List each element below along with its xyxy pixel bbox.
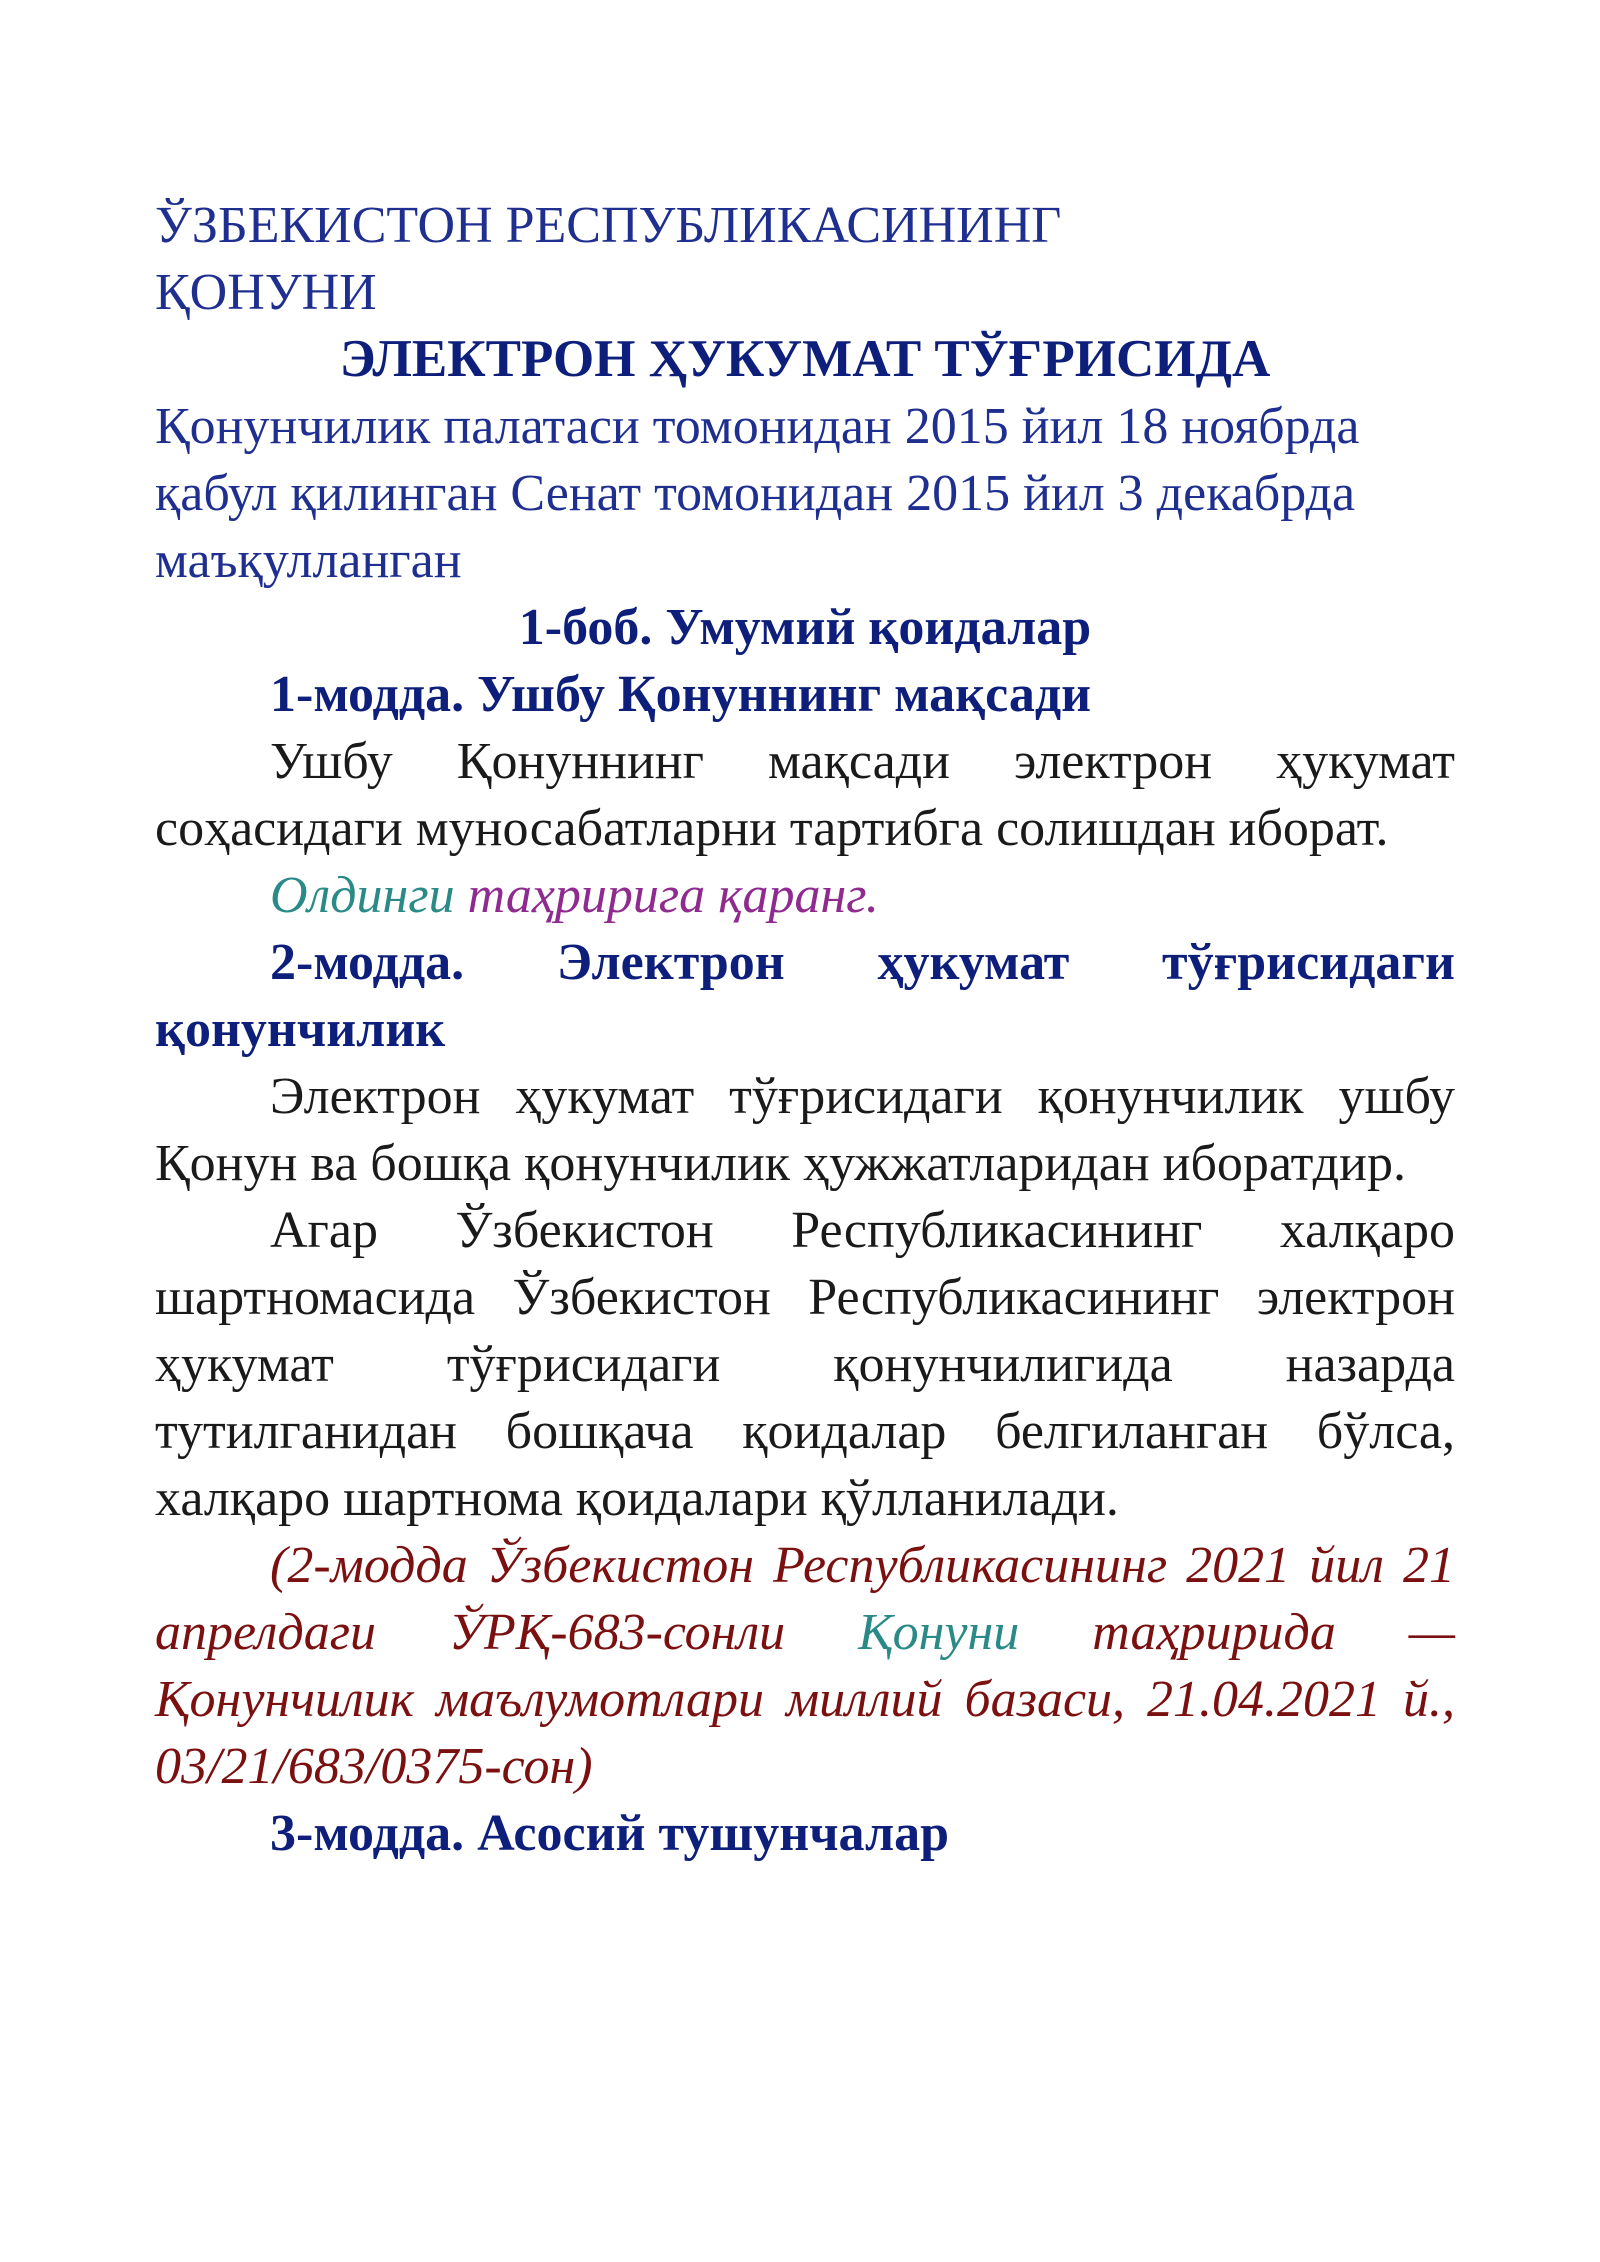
article-2-para-1: Электрон ҳукумат тўғрисидаги қонунчилик ушбу Қонун ва бошқа қонунчилик ҳужжатларидан иборатдир. xyxy=(155,1068,1455,1192)
previous-edition-note xyxy=(155,862,1455,929)
law-title: ЭЛЕКТРОН ҲУКУМАТ ТЎҒРИСИДА xyxy=(339,330,1271,388)
article-1-text: Ушбу Қонуннинг мақсади электрон ҳукумат соҳасидаги муносабатларни тартибга солишдан иборат. xyxy=(155,733,1455,857)
document-page xyxy=(155,192,1455,1867)
article-2-para-2: Агар Ўзбекистон Республикасининг халқаро шартномасида Ўзбекистон Республикасининг электрон ҳукумат тўғрисидаги қонунчилигида назарда тутилганидан бошқача қоидалар белгиланган бўлса, халқаро шартнома қоидалари қўлланилади. xyxy=(155,1202,1455,1527)
chapter-1-title: 1-боб. Умумий қоидалар xyxy=(518,599,1092,656)
amendment-text-after: таҳририда — Қонунчилик маълумотлари миллий базаси, 21.04.2021 й., 03/21/683/0375-сон) xyxy=(155,1604,1455,1795)
article-2-title: 2-модда. Электрон ҳукумат тўғрисидаги қонунчилик xyxy=(155,934,1455,1058)
adoption-info: Қонунчилик палатаси томонидан 2015 йил 18 ноябрда қабул қилинган Сенат томонидан 2015 йил 3 декабрда маъқулланган xyxy=(155,398,1360,589)
article-3-title: 3-модда. Асосий тушунчалар xyxy=(270,1805,950,1862)
law-header: ЎЗБЕКИСТОН РЕСПУБЛИКАСИНИНГ ҚОНУНИ xyxy=(155,197,1062,321)
article-1-title: 1-модда. Ушбу Қонуннинг мақсади xyxy=(270,666,1092,723)
previous-edition-link-part1[interactable]: Олдинги xyxy=(270,867,455,924)
previous-edition-link-part2[interactable]: таҳририга қаранг. xyxy=(467,867,879,924)
article-2-amendment-note xyxy=(155,1532,1455,1800)
amendment-text-before: (2-модда Ўзбекистон Республикасининг 2021 йил 21 апрелдаги ЎРҚ-683-сонли xyxy=(155,1537,1455,1661)
amendment-law-link[interactable]: Қонуни xyxy=(858,1604,1020,1661)
